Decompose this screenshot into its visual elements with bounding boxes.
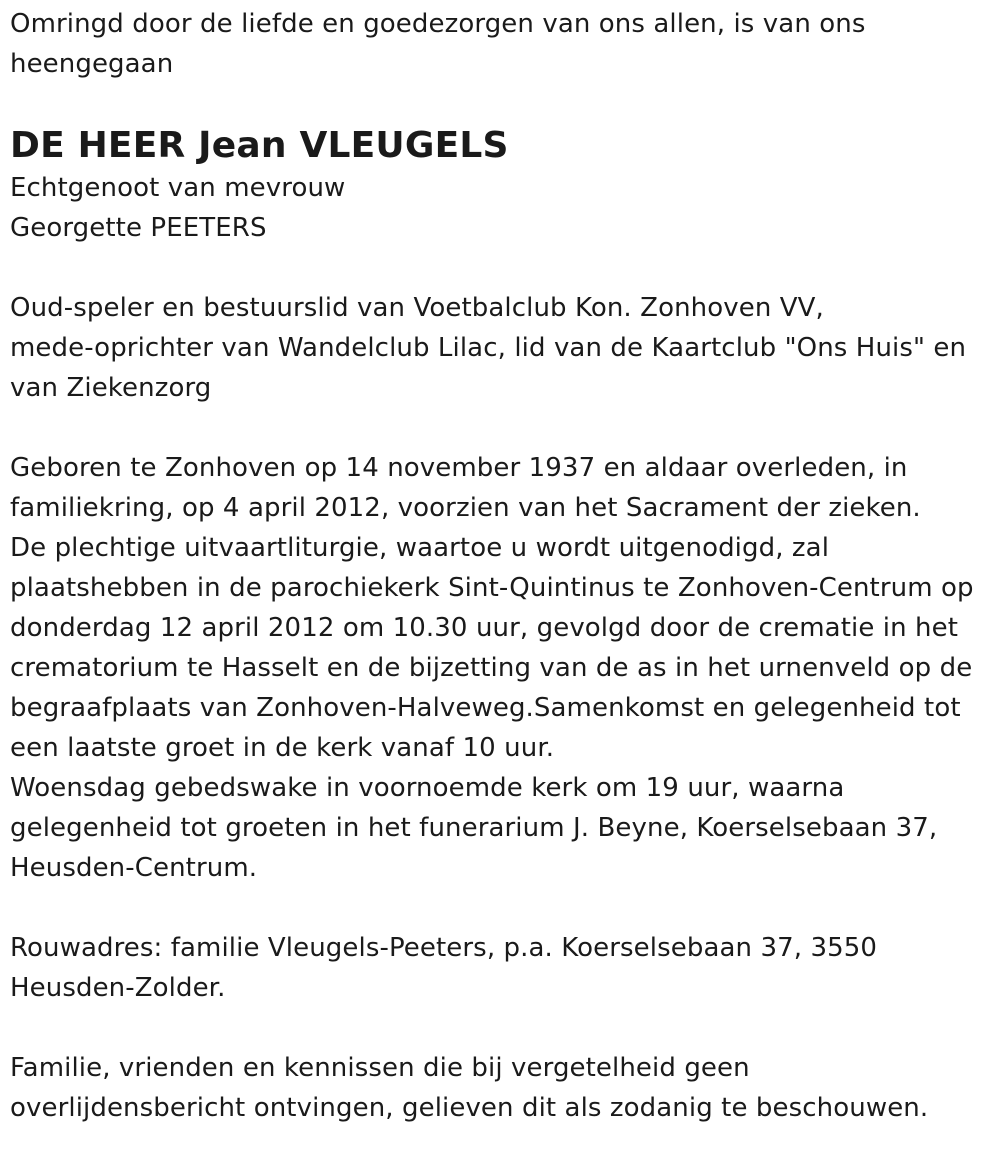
spacer — [10, 1008, 994, 1048]
closing-line: overlijdensbericht ontvingen, gelieven dit als zodanig te beschouwen. — [10, 1093, 929, 1123]
spouse-line: Echtgenoot van mevrouw — [10, 173, 346, 203]
intro-line: Omringd door de liefde en goedezorgen van ons allen, is van ons — [10, 9, 866, 39]
closing-line: Familie, vrienden en kennissen die bij vergetelheid geen — [10, 1053, 750, 1083]
details-line: gelegenheid tot groeten in het funerarium J. Beyne, Koerselsebaan 37, — [10, 813, 938, 843]
details-line: Heusden-Centrum. — [10, 853, 258, 883]
details-line: donderdag 12 april 2012 om 10.30 uur, gevolgd door de crematie in het — [10, 613, 959, 643]
memberships-line: Oud-speler en bestuurslid van Voetbalclub Kon. Zonhoven VV, — [10, 293, 824, 323]
memberships-paragraph — [10, 288, 994, 408]
memberships-line: mede-oprichter van Wandelclub Lilac, lid van de Kaartclub "Ons Huis" en — [10, 333, 967, 363]
details-line: Geboren te Zonhoven op 14 november 1937 en aldaar overleden, in — [10, 453, 908, 483]
details-line: een laatste groet in de kerk vanaf 10 uur. — [10, 733, 555, 763]
spouse-paragraph — [10, 168, 994, 248]
spacer — [10, 248, 994, 288]
address-line: Heusden-Zolder. — [10, 973, 226, 1003]
memberships-line: van Ziekenzorg — [10, 373, 212, 403]
closing-paragraph — [10, 1048, 994, 1128]
obituary-notice — [10, 4, 994, 1128]
spacer — [10, 888, 994, 928]
details-line: De plechtige uitvaartliturgie, waartoe u wordt uitgenodigd, zal — [10, 533, 830, 563]
details-line: familiekring, op 4 april 2012, voorzien van het Sacrament der zieken. — [10, 493, 921, 523]
details-line: crematorium te Hasselt en de bijzetting van de as in het urnenveld op de — [10, 653, 973, 683]
deceased-name: DE HEER Jean VLEUGELS — [10, 125, 509, 166]
intro-paragraph — [10, 4, 994, 84]
spacer — [10, 408, 994, 448]
address-line: Rouwadres: familie Vleugels-Peeters, p.a. Koerselsebaan 37, 3550 — [10, 933, 878, 963]
spacer — [10, 84, 994, 124]
intro-line: heengegaan — [10, 49, 174, 79]
details-paragraph — [10, 448, 994, 888]
address-paragraph — [10, 928, 994, 1008]
details-line: Woensdag gebedswake in voornoemde kerk om 19 uur, waarna — [10, 773, 845, 803]
spouse-line: Georgette PEETERS — [10, 213, 267, 243]
details-line: begraafplaats van Zonhoven-Halveweg.Samenkomst en gelegenheid tot — [10, 693, 961, 723]
details-line: plaatshebben in de parochiekerk Sint-Quintinus te Zonhoven-Centrum op — [10, 573, 974, 603]
